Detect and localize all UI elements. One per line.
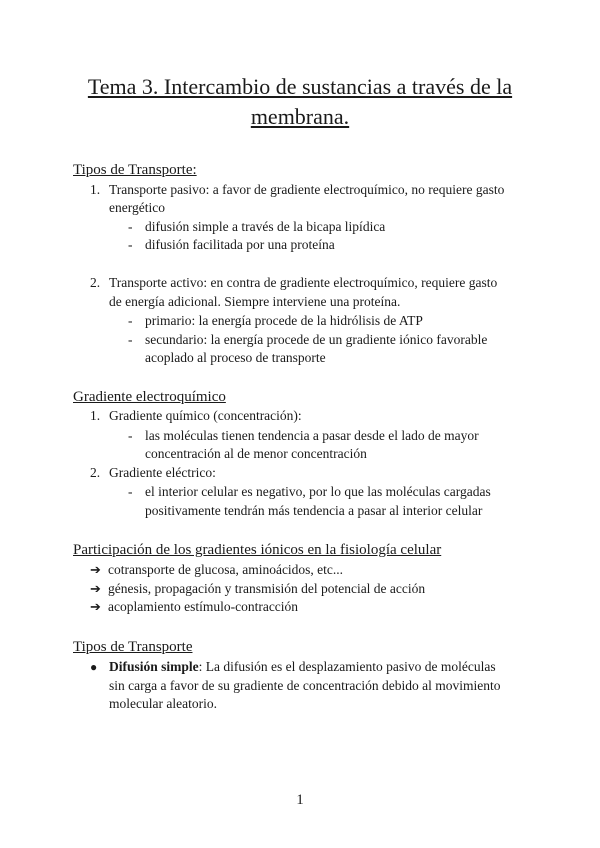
list-item-text: Gradiente químico (concentración): bbox=[109, 408, 302, 423]
sub-item-text: el interior celular es negativo, por lo que las moléculas cargadas bbox=[145, 484, 491, 499]
section-heading-gradiente: Gradiente electroquímico bbox=[73, 389, 226, 405]
page-number: 1 bbox=[296, 792, 304, 808]
dash-bullet: - bbox=[128, 428, 133, 443]
list-item-text: de energía adicional. Siempre interviene una proteína. bbox=[109, 294, 401, 309]
list-item-text: Gradiente eléctrico: bbox=[109, 465, 216, 480]
arrow-list-item: cotransporte de glucosa, aminoácidos, etc... bbox=[108, 562, 344, 577]
arrow-list-item: génesis, propagación y transmisión del potencial de acción bbox=[108, 581, 426, 596]
sub-item-text: difusión facilitada por una proteína bbox=[145, 237, 335, 252]
definition-line: sin carga a favor de su gradiente de concentración debido al movimiento bbox=[109, 678, 501, 693]
arrow-bullet-icon: ➔ bbox=[90, 562, 101, 577]
list-number: 1. bbox=[90, 182, 101, 197]
list-number: 2. bbox=[90, 275, 101, 290]
dash-bullet: - bbox=[128, 484, 133, 499]
definition-line: molecular aleatorio. bbox=[109, 696, 217, 711]
definition-line bbox=[109, 658, 496, 676]
title-line-1: Tema 3. Intercambio de sustancias a través de la bbox=[87, 74, 513, 99]
list-item-text: Transporte pasivo: a favor de gradiente electroquímico, no requiere gasto bbox=[109, 182, 505, 197]
page-title bbox=[60, 72, 540, 132]
section-heading-tipos-transporte: Tipos de Transporte: bbox=[73, 162, 197, 178]
sub-item-text: primario: la energía procede de la hidrólisis de ATP bbox=[145, 313, 423, 328]
dash-bullet: - bbox=[128, 237, 133, 252]
definition-text: : La difusión es el desplazamiento pasivo de moléculas bbox=[198, 659, 496, 674]
dash-bullet: - bbox=[128, 332, 133, 347]
sub-item-text: las moléculas tienen tendencia a pasar desde el lado de mayor bbox=[145, 428, 479, 443]
arrow-bullet-icon: ➔ bbox=[90, 599, 101, 614]
sub-item-text: difusión simple a través de la bicapa lipídica bbox=[145, 219, 386, 234]
arrow-list-item: acoplamiento estímulo-contracción bbox=[108, 599, 299, 614]
arrow-bullet-icon: ➔ bbox=[90, 581, 101, 596]
list-number: 2. bbox=[90, 465, 101, 480]
dash-bullet: - bbox=[128, 313, 133, 328]
section-heading-tipos-transporte-2: Tipos de Transporte bbox=[73, 639, 193, 655]
sub-item-text: secundario: la energía procede de un gradiente iónico favorable bbox=[145, 332, 488, 347]
list-item-text: energético bbox=[109, 200, 165, 215]
sub-item-text: acoplado al proceso de transporte bbox=[145, 350, 326, 365]
list-number: 1. bbox=[90, 408, 101, 423]
sub-item-text: positivamente tendrán más tendencia a pasar al interior celular bbox=[145, 503, 483, 518]
list-item-text: Transporte activo: en contra de gradiente electroquímico, requiere gasto bbox=[109, 275, 498, 290]
dash-bullet: - bbox=[128, 219, 133, 234]
title-line-2: membrana. bbox=[250, 104, 350, 129]
section-heading-participacion: Participación de los gradientes iónicos en la fisiología celular bbox=[73, 542, 442, 558]
sub-item-text: concentración al de menor concentración bbox=[145, 446, 367, 461]
definition-term: Difusión simple bbox=[109, 659, 199, 674]
disc-bullet-icon: ● bbox=[90, 660, 98, 674]
